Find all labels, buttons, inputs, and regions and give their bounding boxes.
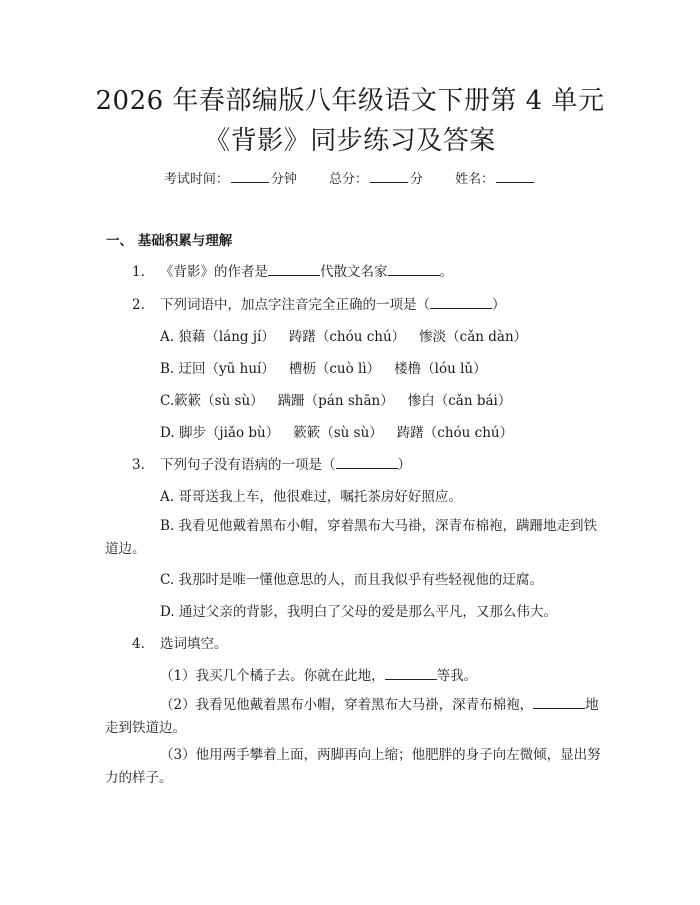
option-item: 蹒跚（pán shān） (277, 393, 394, 409)
answer-blank[interactable] (430, 295, 492, 309)
question-text: 《背影》的作者是 (160, 264, 268, 280)
exam-score-blank[interactable] (370, 168, 408, 183)
question-number: 3. (132, 457, 145, 473)
option-item: 槽枥（cuò lì） (288, 361, 381, 377)
q4-item-text: 地走到铁道边。 (105, 697, 599, 736)
question-number: 1. (132, 264, 145, 280)
q3-option-a: A. 哥哥送我上车，他很难过，嘱托茶房好好照应。 (160, 489, 462, 505)
q4-item-text: （1）我买几个橘子去。你就在此地， (160, 668, 385, 684)
option-item: 簌簌（sù sù） (293, 425, 383, 441)
question-text: ） (397, 457, 411, 473)
option-label: B. (160, 361, 175, 377)
q3-option-b: B. 我看见他戴着黑布小帽，穿着黑布大马褂，深青布棉袍，蹒跚地走到铁道边。 (105, 518, 598, 557)
option-a (160, 327, 527, 347)
question-text: 下列词语中，加点字注音完全正确的一项是（ (160, 297, 430, 313)
q4-item-text: 等我。 (436, 668, 478, 684)
option-item: 踌躇（chóu chú） (396, 425, 514, 441)
option-item: 惨白（cǎn bái） (407, 393, 512, 409)
q4-item-3: （3）他用两手攀着上面，两脚再向上缩；他肥胖的身子向左微倾，显出努力的样子。 (105, 747, 601, 786)
question-4 (132, 634, 228, 654)
q3-option-c: C. 我那时是唯一懂他意思的人，而且我似乎有些轻视他的迂腐。 (160, 572, 543, 588)
exam-time-unit: 分钟 (270, 172, 297, 187)
answer-blank[interactable] (336, 455, 398, 469)
question-text: 代散文名家 (320, 264, 388, 280)
option-item: 楼橹（lóu lǔ） (394, 361, 487, 377)
question-text: ） (492, 297, 506, 313)
answer-blank[interactable] (268, 262, 320, 276)
question-text: 下列句子没有语病的一项是（ (160, 457, 336, 473)
exam-name-blank[interactable] (496, 168, 534, 183)
question-number: 2. (132, 297, 145, 313)
question-text: 。 (439, 264, 453, 280)
answer-blank[interactable] (533, 695, 585, 709)
exam-time-label: 考试时间： (163, 172, 229, 187)
document-title-line1: 2026 年春部编版八年级语文下册第 4 单元 (95, 86, 605, 116)
q4-item-text: （2）我看见他戴着黑布小帽，穿着黑布大马褂，深青布棉袍， (160, 697, 534, 713)
option-item: 脚步（jiǎo bù） (178, 425, 280, 441)
option-item: 惨淡（cǎn dàn） (419, 329, 528, 345)
option-d (160, 423, 513, 443)
question-2 (132, 295, 506, 315)
option-label: C. (160, 393, 175, 409)
question-number: 4. (132, 636, 145, 652)
option-label: D. (160, 425, 175, 441)
option-item: 簌簌（sù sù） (174, 393, 264, 409)
option-c (160, 391, 511, 411)
question-1 (132, 262, 453, 282)
option-b (160, 359, 487, 379)
exam-score (329, 172, 427, 187)
option-label: A. (160, 329, 175, 345)
question-text: 选词填空。 (160, 636, 228, 652)
exam-score-label: 总分： (328, 172, 368, 187)
exam-name (455, 172, 536, 187)
section-heading: 一、 基础积累与理解 (106, 233, 233, 249)
q4-item-2 (105, 694, 601, 740)
document-title-line2: 《背影》同步练习及答案 (204, 126, 496, 156)
question-3 (132, 455, 411, 475)
exam-time (164, 172, 301, 187)
exam-name-label: 姓名： (455, 172, 495, 187)
exam-score-unit: 分 (410, 172, 424, 187)
option-item: 狼藉（láng jí） (178, 329, 275, 345)
q3-option-d: D. 通过父亲的背影，我明白了父母的爱是那么平凡，又那么伟大。 (160, 604, 557, 620)
exam-info-bar (0, 168, 700, 190)
option-item: 踌躇（chóu chú） (288, 329, 406, 345)
answer-blank[interactable] (388, 262, 440, 276)
exam-time-blank[interactable] (231, 168, 269, 183)
answer-blank[interactable] (385, 666, 437, 680)
q4-item-1 (160, 666, 477, 686)
option-item: 迂回（yū huí） (178, 361, 275, 377)
